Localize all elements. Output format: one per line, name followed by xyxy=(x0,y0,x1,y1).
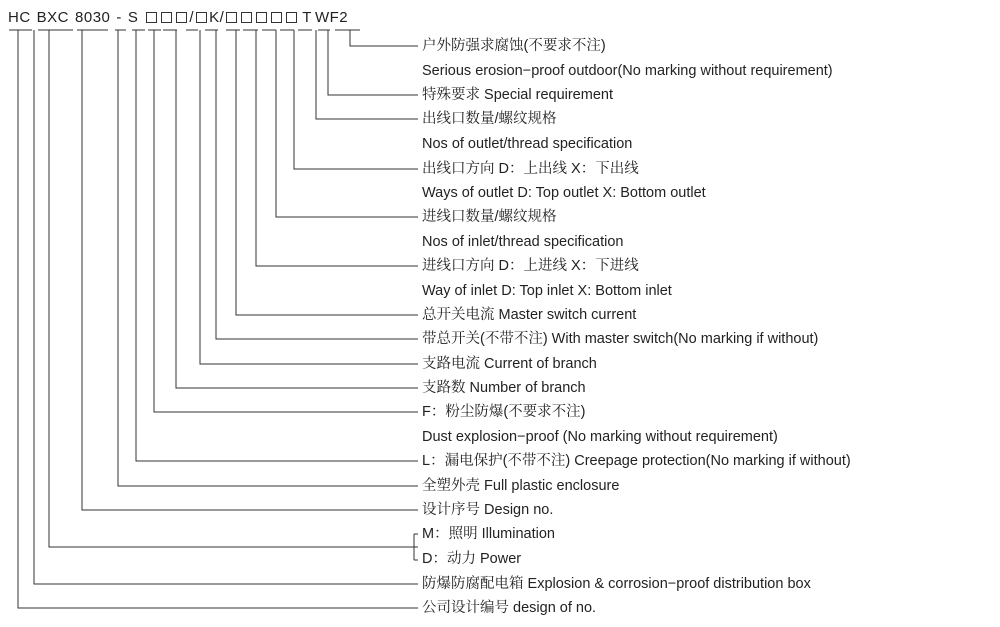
label-inlet-way-en: Way of inlet D: Top inlet X: Bottom inlet xyxy=(422,283,672,299)
label-outlet-nos-cn: 出线口数量/螺纹规格 xyxy=(422,111,557,127)
label-master-current: 总开关电流 Master switch current xyxy=(422,307,637,323)
code-slash-2: / xyxy=(219,8,225,26)
label-dust-cn: F：粉尘防爆(不要求不注) xyxy=(422,404,586,420)
label-dust-en: Dust explosion−proof (No marking without requirement) xyxy=(422,429,778,445)
label-illumination: M：照明 Illumination xyxy=(422,526,555,542)
label-distribution-box: 防爆防腐配电箱 Explosion & corrosion−proof distribution box xyxy=(422,576,811,592)
code-dash: - xyxy=(116,8,122,26)
code-design-no: 8030 xyxy=(75,8,111,26)
code-suffix-t: T xyxy=(302,8,312,26)
label-outdoor-cn: 户外防强求腐蚀(不要求不注) xyxy=(422,38,606,54)
label-outlet-way-cn: 出线口方向 D：上出线 X：下出线 xyxy=(422,161,639,177)
label-design-no: 设计序号 Design no. xyxy=(422,502,554,518)
code-current: K xyxy=(209,8,220,26)
label-inlet-nos-cn: 进线口数量/螺纹规格 xyxy=(422,209,557,225)
code-company: HC xyxy=(8,8,31,26)
code-series: BXC xyxy=(36,8,70,26)
code-slash-1: / xyxy=(189,8,195,26)
label-power: D：动力 Power xyxy=(422,551,522,567)
label-inlet-way-cn: 进线口方向 D：上进线 X：下进线 xyxy=(422,258,639,274)
code-suffix-wf2: WF2 xyxy=(314,8,349,26)
label-master-switch: 带总开关(不带不注) With master switch(No marking if without) xyxy=(422,331,819,347)
label-outlet-way-en: Ways of outlet D: Top outlet X: Bottom outlet xyxy=(422,185,706,201)
code-enclosure: S xyxy=(127,8,139,26)
label-branch-current: 支路电流 Current of branch xyxy=(422,356,597,372)
label-plastic: 全塑外壳 Full plastic enclosure xyxy=(422,478,620,494)
label-branch-number: 支路数 Number of branch xyxy=(422,380,586,396)
label-company: 公司设计编号 design of no. xyxy=(422,600,597,616)
label-outdoor-en: Serious erosion−proof outdoor(No marking without requirement) xyxy=(422,63,833,79)
label-special: 特殊要求 Special requirement xyxy=(422,87,613,103)
label-creepage: L：漏电保护(不带不注) Creepage protection(No marking if without) xyxy=(422,453,851,469)
label-inlet-nos-en: Nos of inlet/thread specification xyxy=(422,234,624,250)
label-outlet-nos-en: Nos of outlet/thread specification xyxy=(422,136,633,152)
